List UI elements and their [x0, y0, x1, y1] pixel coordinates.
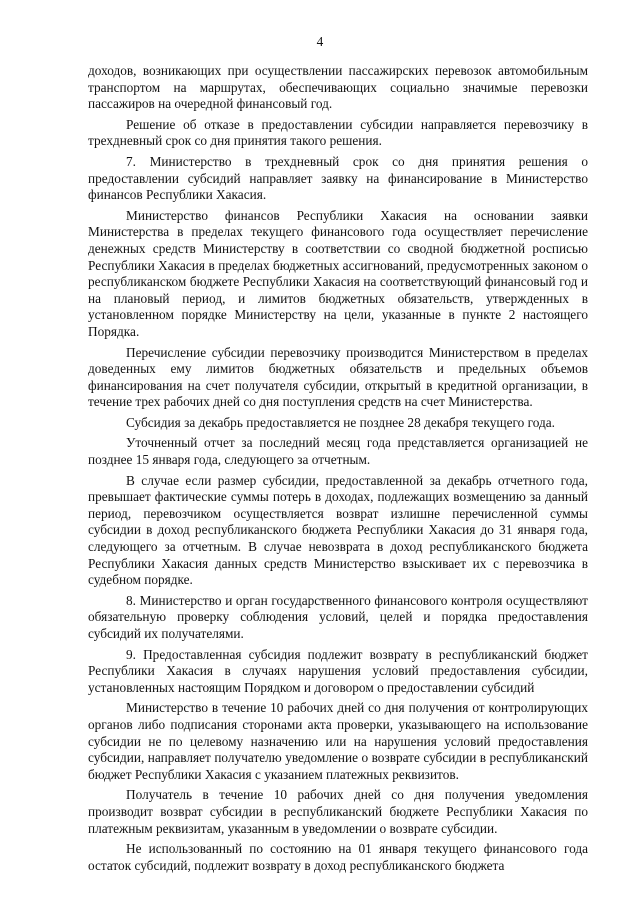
paragraph-item-7: 7. Министерство в трехдневный срок со дня принятия решения о предоставлении субсидий направляет заявку на финансирование в Министерство финансов Республики Хакасия. [88, 153, 588, 203]
paragraph-december-subsidy: Субсидия за декабрь предоставляется не позднее 28 декабря текущего года. [126, 414, 555, 430]
paragraph-ministry-of-finance: Министерство финансов Республики Хакасия на основании заявки Министерства в пределах текущего финансового года осуществляет перечисление денежных средств Министерству в соответствии со сводной бюджетной росписью Республики Хакасия в пределах бюджетных ассигнований, предусмотренных законом о республиканском бюджете Республики Хакасия на соответствующий финансовый год и на плановый период, и лимитов бюджетных обязательств, утвержденных в установленном порядке Министерству на цели, указанные в пункте 2 настоящего Порядка. [88, 207, 588, 339]
paragraph-recipient-return: Получатель в течение 10 рабочих дней со дня получения уведомления производит возврат субсидии в республиканский бюджете Республики Хакасия по платежным реквизитам, указанным в уведомлении о возврате субсидии. [88, 787, 588, 836]
paragraph-continuation: доходов, возникающих при осуществлении пассажирских перевозок автомобильным транспортом на маршрутах, обеспечивающих социально значимые перевозки пассажиров на очередной финансовый год. [88, 63, 588, 112]
paragraph-item-8: 8. Министерство и орган государственного финансового контроля осуществляют обязательную проверку соблюдения условий, целей и порядка предоставления субсидий их получателями. [88, 592, 588, 641]
paragraph-excess-refund: В случае если размер субсидии, предоставленной за декабрь отчетного года, превышает фактические суммы потерь в доходах, подлежащих возмещению за данный период, перевозчиком осуществляется возврат излишне перечисленной суммы субсидии в доход республиканского бюджета Республики Хакасия до 31 января года, следующего за отчетным. В случае невозврата в доход республиканского бюджета Республики Хакасия данных средств Министерство взыскивает их с перевозчика в судебном порядке. [88, 472, 588, 588]
page-number: 4 [316, 34, 324, 49]
document-body [88, 63, 588, 878]
paragraph-updated-report: Уточненный отчет за последний месяц года представляется организацией не позднее 15 января года, следующего за отчетным. [88, 435, 588, 468]
paragraph-subsidy-transfer: Перечисление субсидии перевозчику производится Министерством в пределах доведенных ему лимитов бюджетных обязательств и предельных объемов финансирования на счет получателя субсидии, открытый в кредитной организации, в течение трех рабочих дней со дня поступления средств на счет Министерства. [88, 344, 588, 410]
paragraph-return-notice: Министерство в течение 10 рабочих дней со дня получения от контролирующих органов либо подписания сторонами акта проверки, указывающего на использование субсидии не по целевому назначению или на нарушения условий предоставления субсидии, направляет получателю уведомление о возврате субсидии в республиканский бюджет Республики Хакасия с указанием платежных реквизитов. [88, 700, 588, 782]
paragraph-item-9: 9. Предоставленная субсидия подлежит возврату в республиканский бюджет Республики Хакасия в случаях нарушения условий предоставления субсидии, установленных настоящим Порядком и договором о предоставлении субсидий [88, 646, 588, 695]
paragraph-unused-balance: Не использованный по состоянию на 01 января текущего финансового года остаток субсидий, подлежит возврату в доход республиканского бюджета [88, 841, 588, 873]
paragraph-refusal-decision: Решение об отказе в предоставлении субсидии направляется перевозчику в трехдневный срок со дня принятия такого решения. [88, 116, 588, 149]
